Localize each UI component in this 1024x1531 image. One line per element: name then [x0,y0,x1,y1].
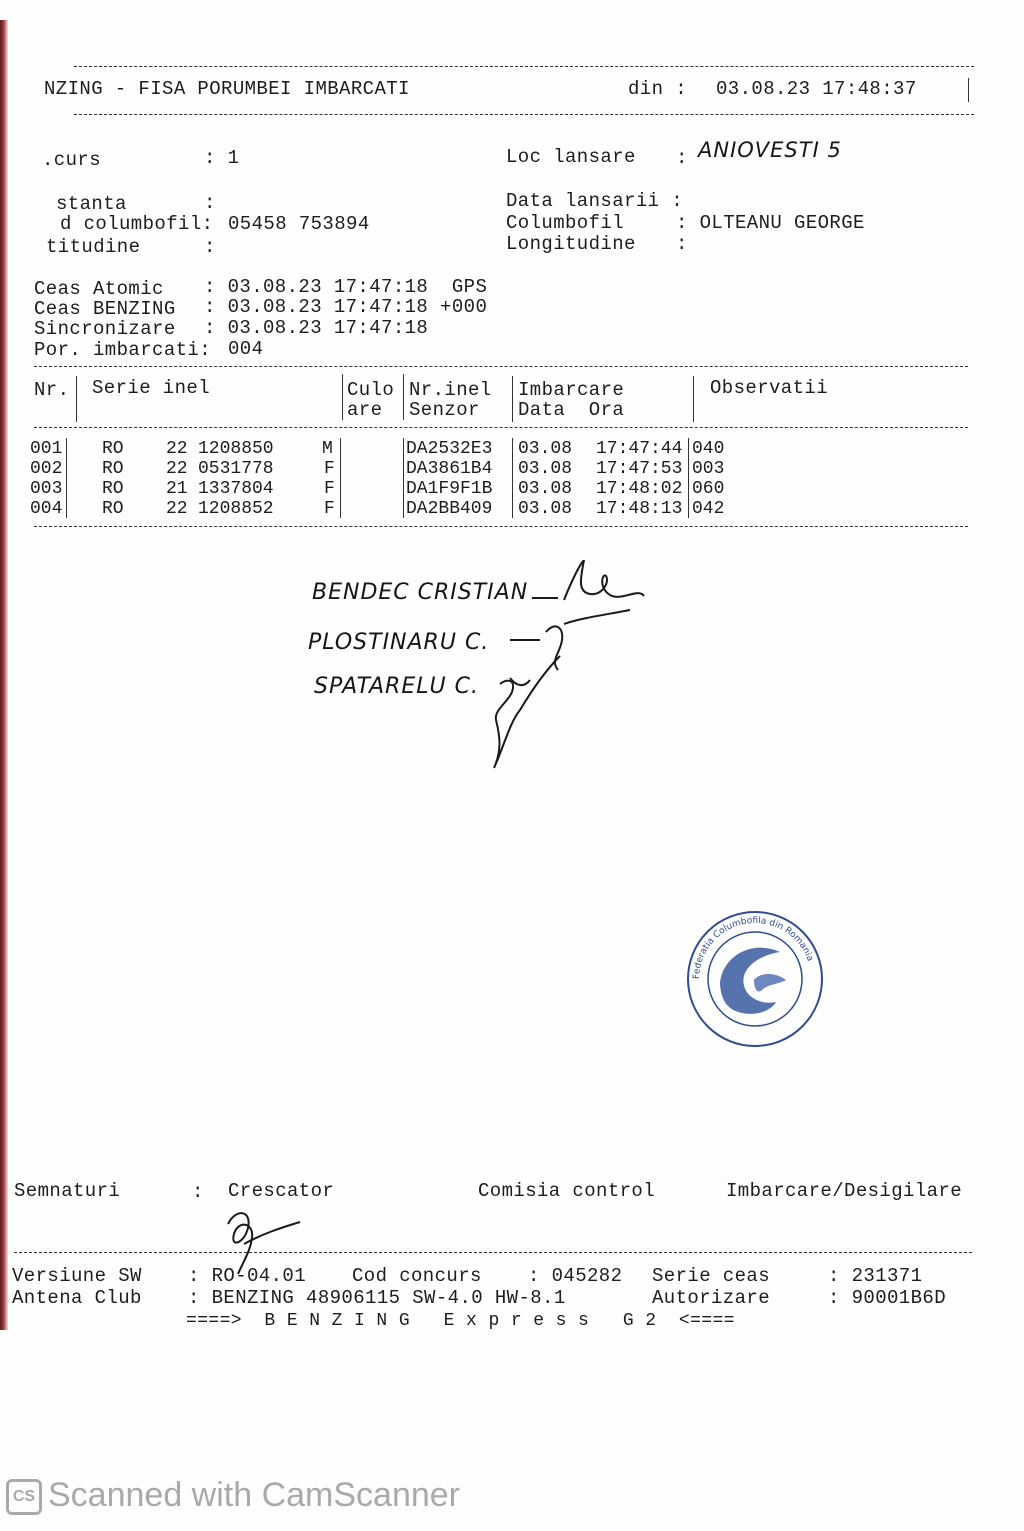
distanta-value: : [204,192,216,214]
cod-concurs-value: : 045282 [528,1265,623,1287]
col-rule-imbarcare [693,376,694,422]
comisia-control-label: Comisia control [478,1180,656,1202]
latitudine-value: : [204,236,216,258]
sincronizare-label: Sincronizare [34,318,176,340]
antena-club-value: : BENZING 48906115 SW-4.0 HW-8.1 [188,1287,566,1309]
row-an: 21 [166,479,188,499]
row-senzor: DA1F9F1B [406,479,493,499]
row-obs: 060 [692,479,725,499]
serie-ceas-label: Serie ceas [652,1265,771,1287]
date-label: din : [628,78,688,100]
row-tara: RO [102,499,124,519]
header-bottom-rule [74,114,974,115]
loc-lansare-handwritten: ANIOVESTI 5 [698,138,842,162]
row-nr: 004 [30,499,63,519]
loc-lansare-label: Loc lansare [506,146,636,168]
row-inel: 0531778 [198,459,274,479]
longitudine-value: : [676,233,688,255]
columbofil-label: Columbofil [506,212,625,234]
col-header-culoare-2: are [347,399,383,421]
row-ora: 17:47:44 [596,439,683,459]
col-rule-culoare [403,374,404,420]
col-header-nr: Nr. [34,379,70,401]
row-tara: RO [102,439,124,459]
versiune-sw-value: : RO-04.01 [188,1265,307,1287]
row-senzor: DA2BB409 [406,499,493,519]
longitudine-label: Longitudine [506,233,636,255]
row-sex: M [322,439,333,459]
row-ora: 17:48:13 [596,499,683,519]
row-inel: 1208852 [198,499,274,519]
row-nr: 001 [30,439,63,459]
row-obs: 040 [692,439,725,459]
antena-club-label: Antena Club [12,1287,142,1309]
table-row [30,479,970,499]
row-sex: F [324,479,335,499]
versiune-sw-label: Versiune SW [12,1265,142,1287]
row-data: 03.08 [518,459,573,479]
col-rule-senzor [512,376,513,422]
handwritten-signatures [480,560,660,780]
imbarcare-desigilare-label: Imbarcare/Desigilare [726,1180,963,1202]
row-ora: 17:47:53 [596,459,683,479]
row-sex: F [324,499,335,519]
latitudine-label: titudine [46,236,141,258]
cod-concurs-label: Cod concurs [352,1265,482,1287]
camscanner-logo-icon: CS [6,1479,42,1515]
table-row [30,499,970,519]
columbofil-value: : OLTEANU GEORGE [676,212,865,234]
row-nr: 003 [30,479,63,499]
ceas-benzing-label: Ceas BENZING [34,298,176,320]
col-header-nrinel-2: Senzor [409,399,480,421]
header-right-rule [968,78,969,102]
row-an: 22 [166,499,188,519]
col-header-nrinel-1: Nr.inel [409,379,492,401]
col-header-culoare-1: Culo [347,379,395,401]
camscanner-watermark [6,1476,460,1515]
row-senzor: DA3861B4 [406,459,493,479]
stamp-ring-text: Federatia Columbofila din Romania [691,915,815,980]
document-title: NZING - FISA PORUMBEI IMBARCATI [44,78,410,100]
serie-ceas-value: : 231371 [828,1265,923,1287]
loc-lansare-colon: : [676,147,688,169]
row-inel: 1208850 [198,439,274,459]
col-header-imbarcare-2: Data Ora [518,399,625,421]
table-top-rule [34,366,968,367]
page-edge-shadow [0,20,8,1330]
row-nr: 002 [30,459,63,479]
autorizare-value: : 90001B6D [828,1287,947,1309]
cod-columbofil-value: 05458 753894 [228,213,370,235]
row-data: 03.08 [518,439,573,459]
row-obs: 003 [692,459,725,479]
semnaturi-label: Semnaturi [14,1180,121,1202]
col-header-observatii: Observatii [710,377,829,399]
concurs-label: .curs [42,149,102,171]
semnaturi-colon: : [192,1181,204,1203]
concurs-value: : 1 [204,147,240,169]
row-sex: F [324,459,335,479]
data-lansarii-label: Data lansarii : [506,190,684,212]
ceas-atomic-label: Ceas Atomic [34,278,164,300]
footer-rule [14,1252,972,1253]
table-header-rule [34,427,968,428]
cod-columbofil-label: d columbofil: [60,213,214,235]
row-inel: 1337804 [198,479,274,499]
table-bottom-rule [34,526,968,527]
row-data: 03.08 [518,479,573,499]
benzing-banner: ====> B E N Z I N G E x p r e s s G 2 <==== [186,1311,735,1331]
header-top-rule [74,66,974,67]
row-tara: RO [102,479,124,499]
row-an: 22 [166,439,188,459]
ceas-atomic-value: : 03.08.23 17:47:18 GPS [204,276,488,298]
official-stamp [684,910,826,1048]
autorizare-label: Autorizare [652,1287,771,1309]
col-rule-serie [342,374,343,420]
ceas-benzing-value: : 03.08.23 17:47:18 +000 [204,296,488,318]
row-an: 22 [166,459,188,479]
col-header-imbarcare-1: Imbarcare [518,379,625,401]
row-data: 03.08 [518,499,573,519]
col-header-serie: Serie inel [92,377,211,399]
handwritten-name-2: PLOSTINARU C. [308,630,490,655]
date-value: 03.08.23 17:48:37 [716,78,917,100]
por-imbarcati-label: Por. imbarcati: [34,339,212,361]
por-imbarcati-value: 004 [228,338,264,360]
table-row [30,439,970,459]
col-rule-nr [76,376,77,422]
handwritten-name-1: BENDEC CRISTIAN [312,580,529,605]
row-obs: 042 [692,499,725,519]
row-tara: RO [102,459,124,479]
handwritten-name-3: SPATARELU C. [314,674,479,699]
row-senzor: DA2532E3 [406,439,493,459]
distanta-label: stanta [56,193,127,215]
table-row [30,459,970,479]
camscanner-text: Scanned with CamScanner [48,1476,461,1514]
crescator-label: Crescator [228,1180,335,1202]
row-ora: 17:48:02 [596,479,683,499]
sincronizare-value: : 03.08.23 17:47:18 [204,317,429,339]
